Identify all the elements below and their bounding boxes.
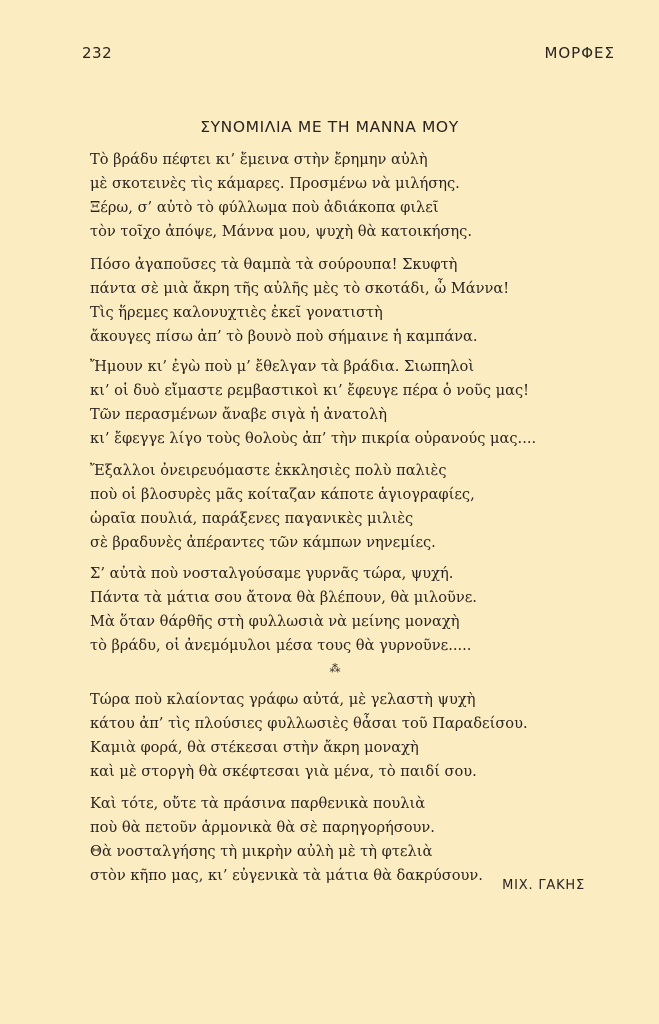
verse-line: Μὰ ὅταν θάρθῆς στὴ φυλλωσιὰ νὰ μείνης μοναχὴ bbox=[90, 613, 460, 630]
stanza bbox=[90, 355, 536, 451]
verse-line: Τὶς ἥρεμες καλονυχτιὲς ἐκεῖ γονατιστὴ bbox=[90, 304, 383, 321]
poem-title: ΣΥΝΟΜΙΛΙΑ ΜΕ ΤΗ ΜΑΝΝΑ ΜΟΥ bbox=[200, 118, 459, 136]
verse-line: πάντα σὲ μιὰ ἄκρη τῆς αὐλῆς μὲς τὸ σκοτάδι, ὦ Μάννα! bbox=[90, 280, 510, 297]
verse-line: κάτου ἀπ’ τὶς πλούσιες φυλλωσιὲς θἆσαι τοῦ Παραδείσου. bbox=[90, 715, 528, 732]
verse-line: σὲ βραδυνὲς ἀπέραντες τῶν κάμπων νηνεμίες. bbox=[90, 534, 436, 551]
verse-line: τὸν τοῖχο ἀπόψε, Μάννα μου, ψυχὴ θὰ κατοικήσης. bbox=[90, 223, 472, 240]
verse-line: Θὰ νοσταλγήσης τὴ μικρὴν αὐλὴ μὲ τὴ φτελιὰ bbox=[90, 843, 433, 860]
verse-line: Πάντα τὰ μάτια σου ἄτονα θὰ βλέπουν, θὰ μιλοῦνε. bbox=[90, 589, 477, 606]
verse-line: κι’ ἔφεγγε λίγο τοὺς θολοὺς ἀπ’ τὴν πικρία οὐρανούς μας.... bbox=[90, 430, 537, 447]
stanza bbox=[90, 148, 472, 244]
verse-line: Ἤμουν κι’ ἐγὼ ποὺ μ’ ἔθελγαν τὰ βράδια. Σιωπηλοὶ bbox=[90, 358, 475, 375]
verse-line: ποὺ οἱ βλοσυρὲς μᾶς κοίταζαν κάποτε ἁγιογραφίες, bbox=[90, 486, 475, 503]
verse-line: κι’ οἱ δυὸ εἴμαστε ρεμβαστικοὶ κι’ ἔφευγε πέρα ὁ νοῦς μας! bbox=[90, 382, 530, 399]
verse-line: Ξέρω, σ’ αὐτὸ τὸ φύλλωμα ποὺ ἀδιάκοπα φιλεῖ bbox=[90, 199, 439, 216]
stanza bbox=[90, 562, 477, 658]
verse-line: Καὶ τότε, οὔτε τὰ πράσινα παρθενικὰ πουλιὰ bbox=[90, 795, 426, 812]
running-head: ΜΟΡΦΕΣ bbox=[544, 44, 615, 62]
verse-line: τὸ βράδυ, οἱ ἀνεμόμυλοι μέσα τους θὰ γυρνοῦνε..... bbox=[90, 637, 472, 654]
verse-line: ὡραῖα πουλιά, παράξενες παγανικὲς μιλιὲς bbox=[90, 510, 414, 527]
stanza bbox=[90, 253, 509, 349]
section-separator: ⁂ bbox=[329, 662, 341, 675]
verse-line: μὲ σκοτεινὲς τὶς κάμαρες. Προσμένω νὰ μιλήσης. bbox=[90, 175, 460, 192]
verse-line: Τῶν περασμένων ἄναβε σιγὰ ἡ ἀνατολὴ bbox=[90, 406, 387, 423]
verse-line: καὶ μὲ στοργὴ θὰ σκέφτεσαι γιὰ μένα, τὸ παιδί σου. bbox=[90, 763, 477, 780]
verse-line: Τώρα ποὺ κλαίοντας γράφω αὐτά, μὲ γελαστὴ ψυχὴ bbox=[90, 691, 476, 708]
page-number: 232 bbox=[82, 44, 113, 62]
stanza bbox=[90, 792, 483, 888]
verse-line: ποὺ θὰ πετοῦν ἁρμονικὰ θὰ σὲ παρηγορήσουν. bbox=[90, 819, 435, 836]
verse-line: στὸν κῆπο μας, κι’ εὐγενικὰ τὰ μάτια θὰ δακρύσουν. bbox=[90, 867, 483, 884]
verse-line: ἄκουγες πίσω ἀπ’ τὸ βουνὸ ποὺ σήμαινε ἡ καμπάνα. bbox=[90, 328, 478, 345]
author-signature: ΜΙΧ. ΓΑΚΗΣ bbox=[502, 878, 585, 893]
stanza bbox=[90, 459, 475, 555]
verse-line: Σ’ αὐτὰ ποὺ νοσταλγούσαμε γυρνᾶς τώρα, ψυχή. bbox=[90, 565, 454, 582]
verse-line: Τὸ βράδυ πέφτει κι’ ἔμεινα στὴν ἔρημην αὐλὴ bbox=[90, 151, 428, 168]
verse-line: Ἔξαλλοι ὀνειρευόμαστε ἐκκλησιὲς πολὺ παλιὲς bbox=[90, 462, 447, 479]
verse-line: Πόσο ἀγαποῦσες τὰ θαμπὰ τὰ σούρουπα! Σκυφτὴ bbox=[90, 256, 458, 273]
stanza bbox=[90, 688, 528, 784]
verse-line: Καμιὰ φορά, θὰ στέκεσαι στὴν ἄκρη μοναχὴ bbox=[90, 739, 419, 756]
